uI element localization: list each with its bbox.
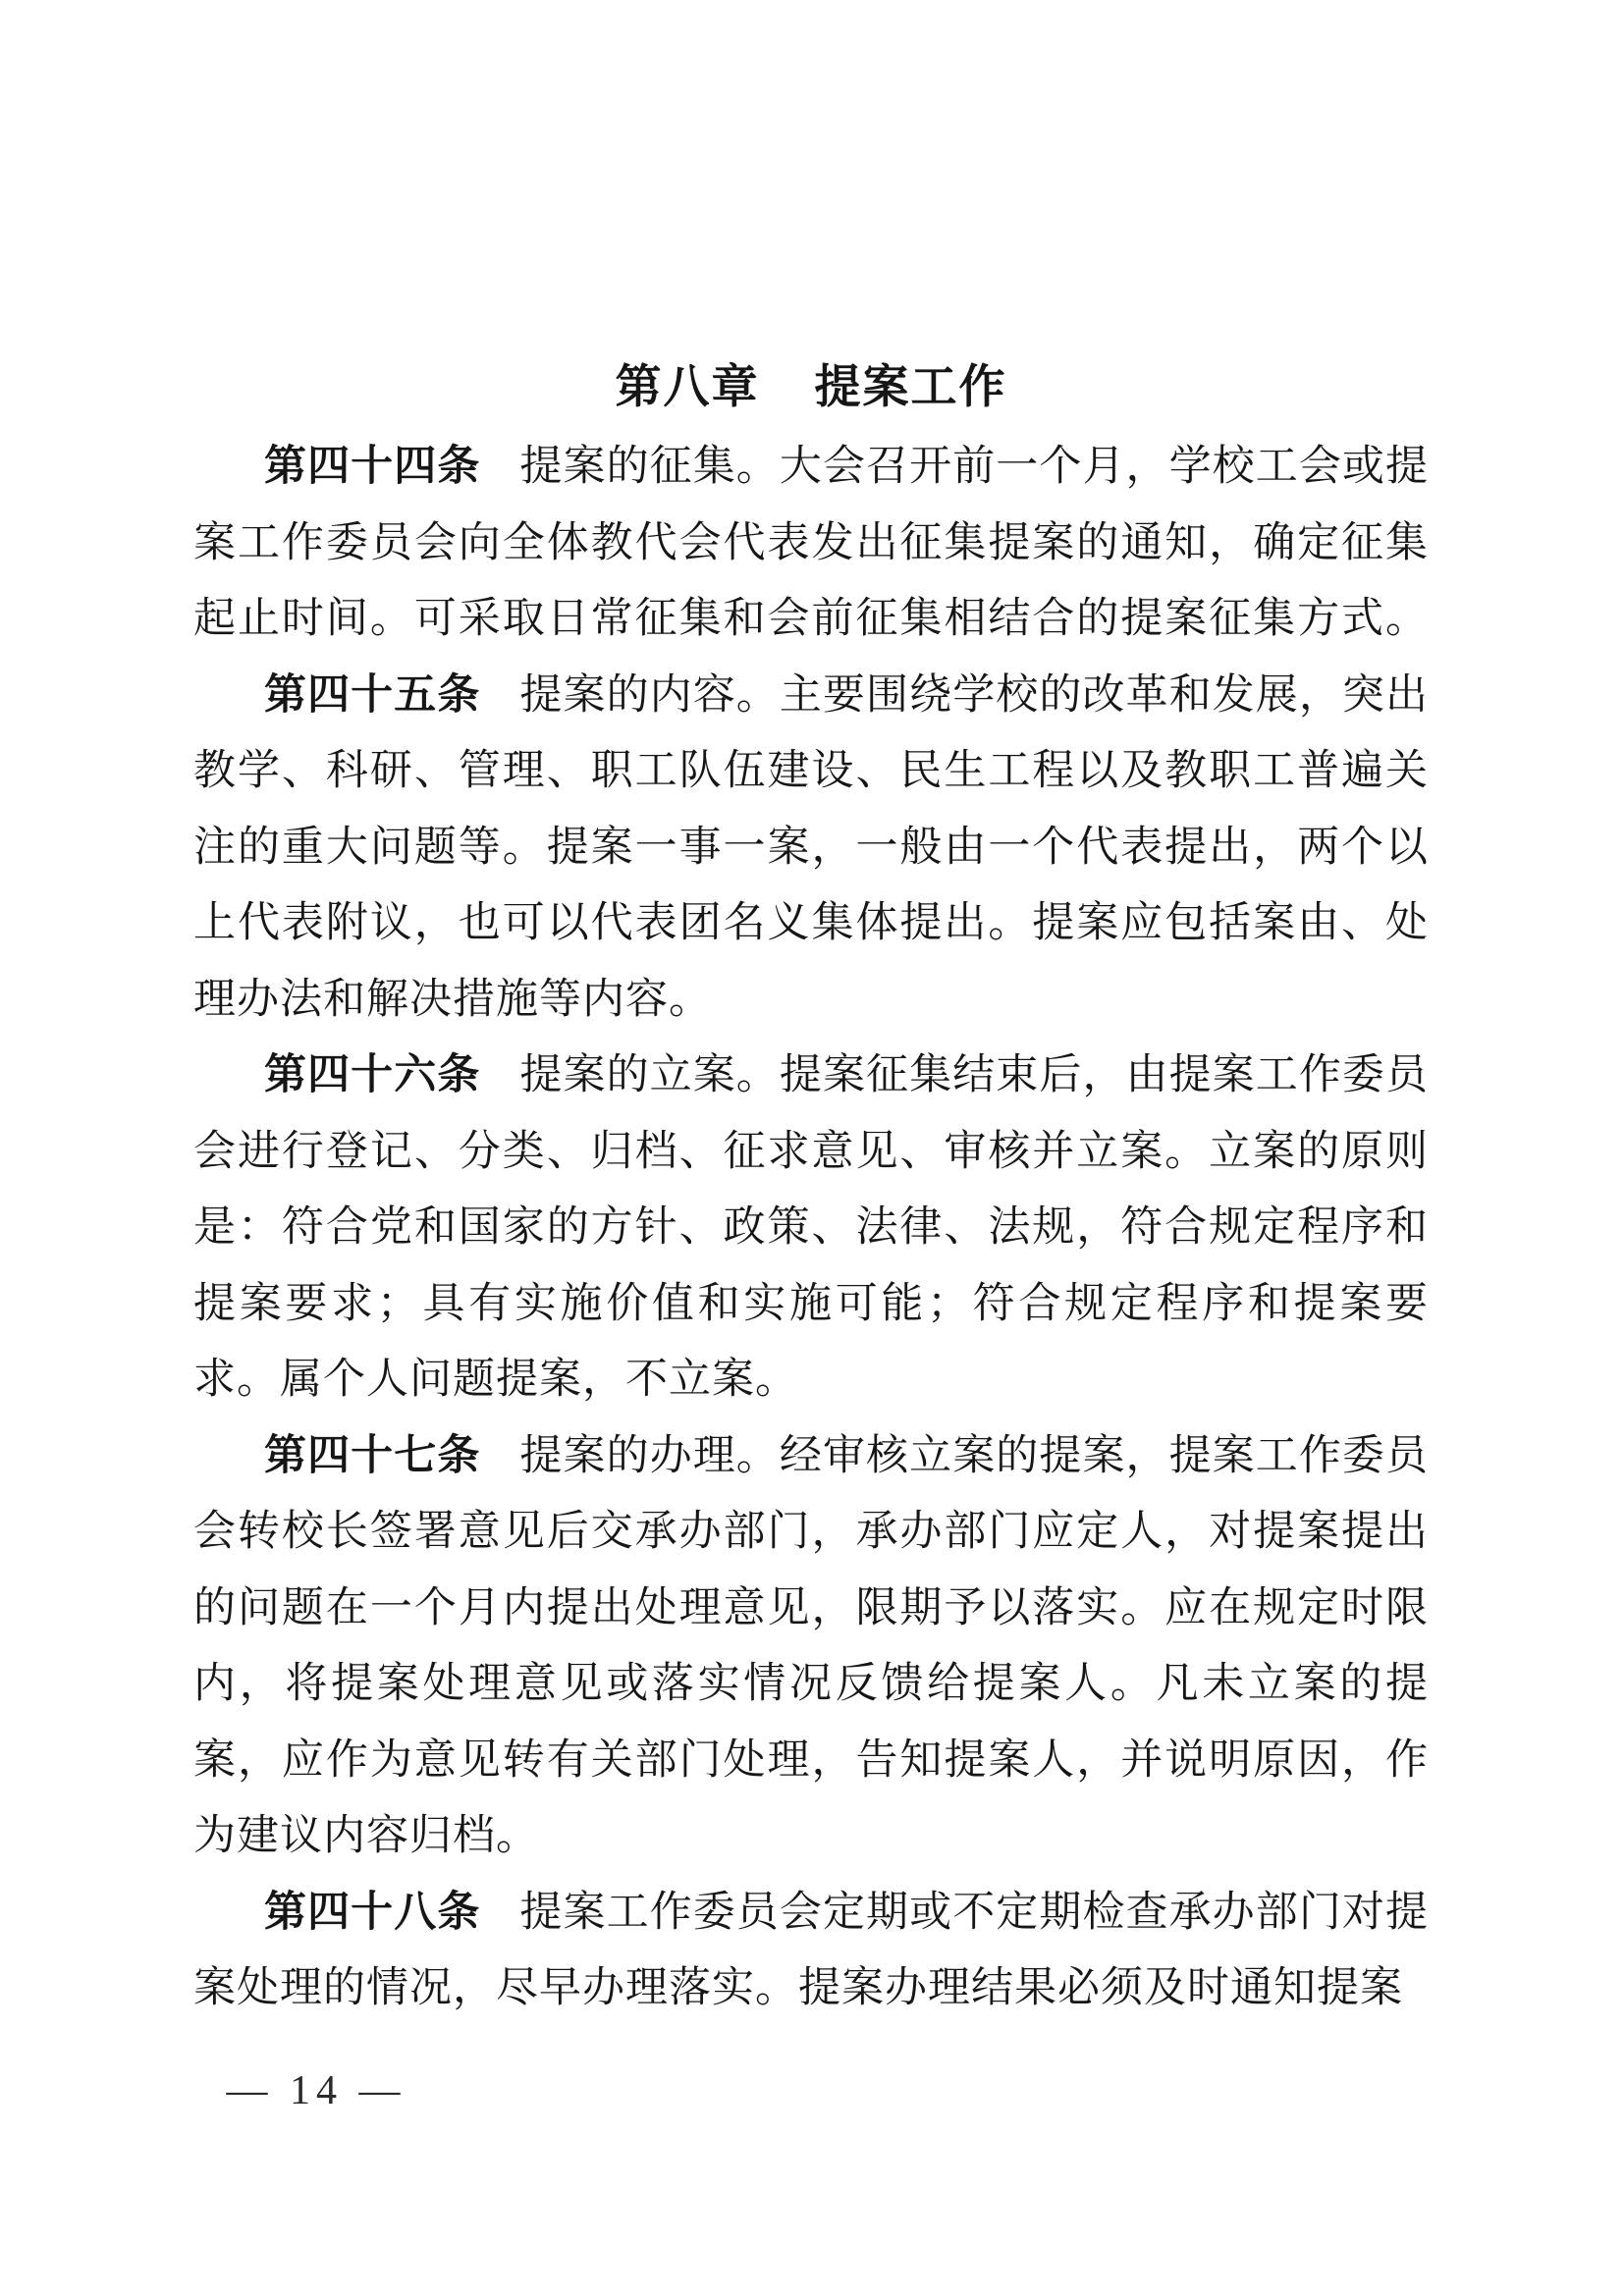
- article-48-text: 提案工作委员会定期或不定期检查承办部门对提案处理的情况，尽早办理落实。提案办理结果必须及时通知提案: [193, 1889, 1430, 2011]
- text-block: [193, 350, 1429, 2027]
- article-44-label: 第四十四条: [264, 444, 481, 490]
- page-number-label: — 14 —: [226, 2068, 406, 2113]
- article-47-text: 提案的办理。经审核立案的提案，提案工作委员会转校长签署意见后交承办部门，承办部门应定人，对提案提出的问题在一个月内提出处理意见，限期予以落实。应在规定时限内，将提案处理意见或落实情况反馈给提案人。凡未立案的提案，应作为意见转有关部门处理，告知提案人，并说明原因，作为建议内容归档。: [193, 1432, 1430, 1859]
- article-46: [193, 1038, 1429, 1418]
- article-48-label: 第四十八条: [264, 1889, 481, 1936]
- page-number: [193, 2061, 439, 2120]
- article-46-label: 第四十六条: [264, 1052, 481, 1098]
- article-45-text: 提案的内容。主要围绕学校的改革和发展，突出教学、科研、管理、职工队伍建设、民生工程以及教职工普遍关注的重大问题等。提案一事一案，一般由一个代表提出，两个以上代表附议，也可以代表团名义集体提出。提案应包括案由、处理办法和解决措施等内容。: [193, 671, 1430, 1023]
- article-44: [193, 429, 1429, 658]
- chapter-name: 提案工作: [814, 362, 1007, 413]
- article-45: [193, 658, 1429, 1039]
- article-44-text: 提案的征集。大会召开前一个月，学校工会或提案工作委员会向全体教代会代表发出征集提案的通知，确定征集起止时间。可采取日常征集和会前征集相结合的提案征集方式。: [193, 444, 1430, 642]
- article-47: [193, 1418, 1429, 1875]
- article-45-label: 第四十五条: [264, 671, 481, 719]
- article-46-text: 提案的立案。提案征集结束后，由提案工作委员会进行登记、分类、归档、征求意见、审核并立案。立案的原则是：符合党和国家的方针、政策、法律、法规，符合规定程序和提案要求；具有实施价值和实施可能；符合规定程序和提案要求。属个人问题提案，不立案。: [193, 1052, 1430, 1403]
- chapter-number: 第八章: [615, 362, 760, 413]
- article-48: [193, 1875, 1429, 2027]
- chapter-title: [193, 350, 1429, 426]
- article-47-label: 第四十七条: [264, 1432, 481, 1479]
